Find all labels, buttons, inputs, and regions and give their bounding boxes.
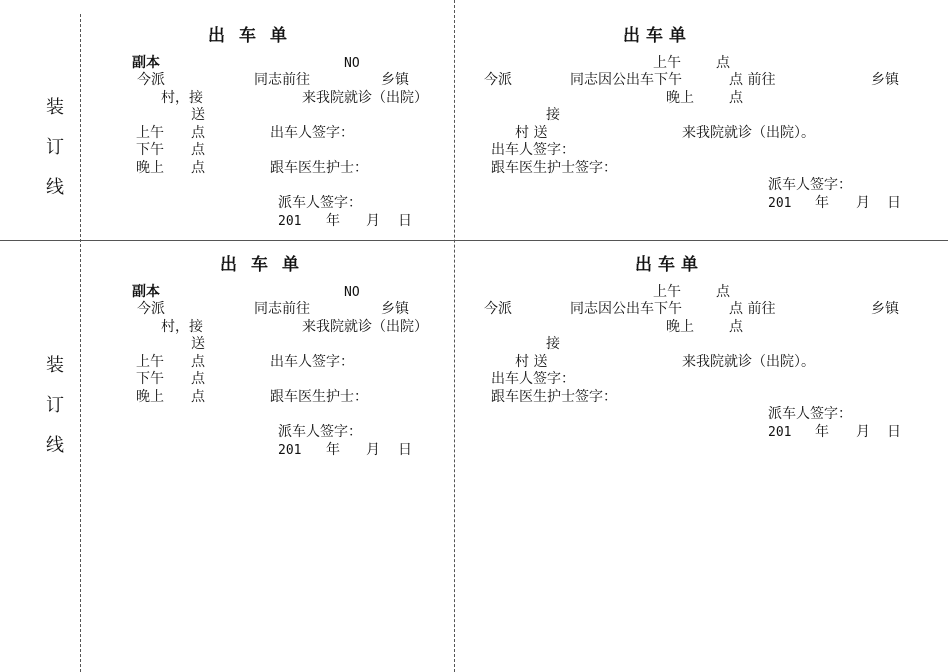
day-unit: 日 [398,442,412,458]
night-label: 晚上 [136,160,164,176]
binding-label-bottom [40,346,70,466]
dispatcher-sign-label: 派车人签字： [768,406,852,422]
am-label: 上午 [136,354,164,370]
pm-label: 下午 [136,142,164,158]
township-label: 乡镇 [871,72,899,88]
pm-label: 下午 [136,371,164,387]
night-label: 晚上 [666,319,694,335]
dispatcher-sign-label: 派车人签字： [278,424,362,440]
year-unit: 年 [326,442,340,458]
year-unit: 年 [326,213,340,229]
serial-no-label: NO [344,56,360,71]
month-unit: 月 [366,213,380,229]
point-label: 点 [191,371,205,387]
village-pick-label: 村，接 [161,90,203,106]
village-pick-label: 村，接 [161,319,203,335]
assign-label: 今派 [484,301,512,317]
come-hospital-label: 来我院就诊（出院）。 [682,354,815,370]
month-unit: 月 [856,424,870,440]
point-label: 点 [716,284,730,300]
serial-no-label: NO [344,285,360,300]
binding-char: 线 [46,177,64,198]
binding-char: 装 [46,97,64,118]
point-label: 点 [191,125,205,141]
driver-sign-label: 出车人签字： [270,125,354,141]
copy-label: 副本 [132,284,160,300]
night-label: 晚上 [136,389,164,405]
copy-label: 副本 [132,55,160,71]
township-label: 乡镇 [381,72,409,88]
send-label: 送 [191,107,205,123]
binding-char: 线 [46,435,64,456]
township-label: 乡镇 [381,301,409,317]
assign-label: 今派 [484,72,512,88]
slip-title: 出车单 [220,255,313,275]
doctor-nurse-sign-label: 跟车医生护士签字： [491,389,617,405]
driver-sign-label: 出车人签字： [491,142,575,158]
am-label: 上午 [653,284,681,300]
year-value: 201 [278,214,302,229]
village-send-label: 村 送 [515,125,548,141]
year-unit: 年 [815,195,829,211]
point-go-label: 点 前往 [729,72,776,88]
left-binding-dashed-line [80,14,81,672]
middle-horizontal-divider [0,240,948,241]
point-label: 点 [729,90,743,106]
doctor-nurse-label: 跟车医生护士： [270,389,368,405]
pick-label: 接 [546,336,560,352]
comrade-public-label: 同志因公出车下午 [570,301,682,317]
slip-title: 出车单 [208,26,301,46]
day-unit: 日 [398,213,412,229]
am-label: 上午 [653,55,681,71]
township-label: 乡镇 [871,301,899,317]
day-unit: 日 [887,424,901,440]
day-unit: 日 [887,195,901,211]
year-unit: 年 [815,424,829,440]
comrade-go-label: 同志前往 [254,72,310,88]
doctor-nurse-sign-label: 跟车医生护士签字： [491,160,617,176]
dispatcher-sign-label: 派车人签字： [768,177,852,193]
village-send-label: 村 送 [515,354,548,370]
dispatcher-sign-label: 派车人签字： [278,195,362,211]
year-value: 201 [768,196,792,211]
night-label: 晚上 [666,90,694,106]
pick-label: 接 [546,107,560,123]
point-label: 点 [191,389,205,405]
doctor-nurse-label: 跟车医生护士： [270,160,368,176]
comrade-go-label: 同志前往 [254,301,310,317]
year-value: 201 [768,425,792,440]
month-unit: 月 [856,195,870,211]
binding-char: 订 [46,395,64,416]
center-dashed-divider [454,0,455,672]
comrade-public-label: 同志因公出车下午 [570,72,682,88]
point-label: 点 [191,354,205,370]
month-unit: 月 [366,442,380,458]
binding-char: 订 [46,137,64,158]
binding-label-top [40,88,70,208]
send-label: 送 [191,336,205,352]
point-label: 点 [716,55,730,71]
point-label: 点 [191,160,205,176]
binding-char: 装 [46,355,64,376]
driver-sign-label: 出车人签字： [270,354,354,370]
point-go-label: 点 前往 [729,301,776,317]
point-label: 点 [191,142,205,158]
assign-label: 今派 [137,301,165,317]
assign-label: 今派 [137,72,165,88]
come-hospital-label: 来我院就诊（出院） [302,90,428,106]
slip-title: 出车单 [623,26,692,46]
am-label: 上午 [136,125,164,141]
come-hospital-label: 来我院就诊（出院）。 [682,125,815,141]
slip-title: 出车单 [635,255,704,275]
driver-sign-label: 出车人签字： [491,371,575,387]
come-hospital-label: 来我院就诊（出院） [302,319,428,335]
point-label: 点 [729,319,743,335]
year-value: 201 [278,443,302,458]
